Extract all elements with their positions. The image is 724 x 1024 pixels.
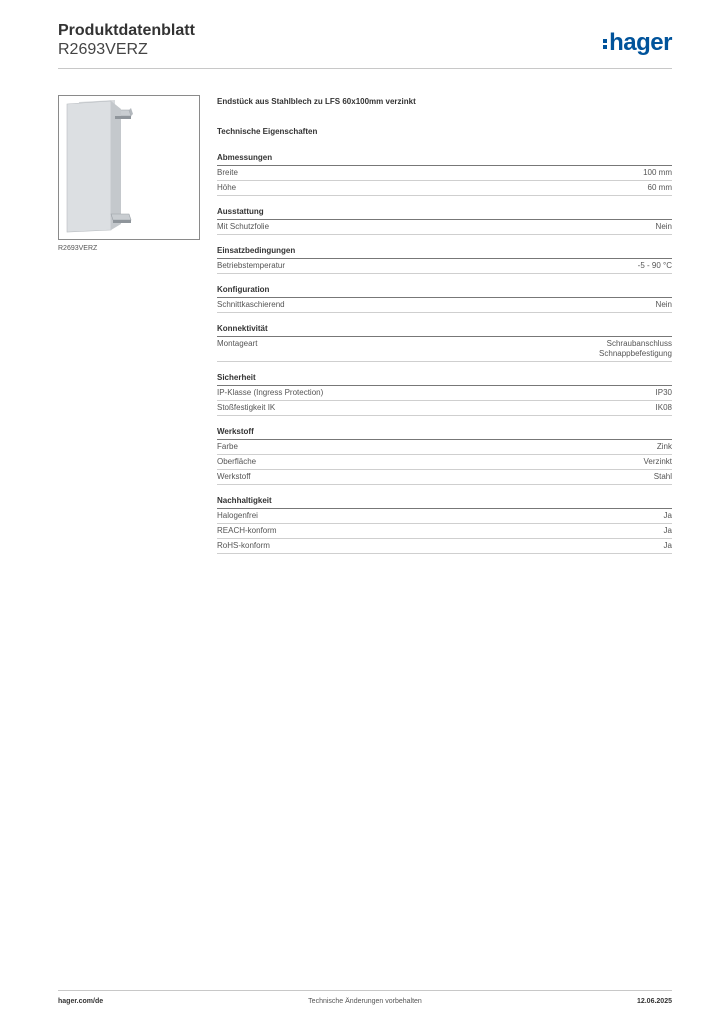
property-value-line: IP30 (655, 388, 672, 397)
section-abmessungen (217, 153, 672, 196)
property-label: RoHS-konform (217, 541, 270, 550)
section-werkstoff (217, 427, 672, 485)
section-title: Werkstoff (217, 427, 672, 440)
property-label: Montageart (217, 339, 258, 348)
footer-divider (58, 990, 672, 991)
property-value-line: Verzinkt (643, 457, 672, 466)
section-title: Konnektivität (217, 324, 672, 337)
property-value-line: Nein (655, 300, 672, 309)
property-label: Breite (217, 168, 238, 177)
property-row (217, 455, 672, 470)
property-value (657, 442, 672, 452)
property-value-line: Nein (655, 222, 672, 231)
property-label: Farbe (217, 442, 238, 451)
hager-logo (603, 29, 672, 57)
section-title: Ausstattung (217, 207, 672, 220)
property-label: Halogenfrei (217, 511, 258, 520)
property-value-line: Zink (656, 442, 672, 451)
property-row (217, 298, 672, 313)
property-label: REACH-konform (217, 526, 277, 535)
property-label: Betriebstemperatur (217, 261, 286, 270)
properties-sections (217, 153, 672, 554)
property-value (599, 339, 672, 359)
property-row (217, 470, 672, 485)
property-value (643, 168, 672, 178)
property-value-line: Ja (663, 541, 672, 550)
property-row (217, 386, 672, 401)
property-row (217, 337, 672, 362)
section-konnektivit-t (217, 324, 672, 362)
property-value (648, 183, 672, 193)
footer-date: 12.06.2025 (636, 998, 672, 1005)
property-value-line: Ja (663, 511, 672, 520)
property-value-line: Schraubanschluss (606, 339, 672, 348)
property-row (217, 509, 672, 524)
property-value (664, 526, 672, 536)
property-row (217, 259, 672, 274)
section-title: Konfiguration (217, 285, 672, 298)
property-row (217, 401, 672, 416)
property-value (656, 222, 672, 232)
product-code: R2693VERZ (58, 41, 148, 58)
property-value-line: Ja (663, 526, 672, 535)
property-value (664, 511, 672, 521)
image-caption: R2693VERZ (58, 245, 98, 252)
property-label: Mit Schutzfolie (217, 222, 270, 231)
footer-website-link[interactable]: hager.com/de (58, 998, 104, 1005)
section-title: Abmessungen (217, 153, 672, 166)
property-value (664, 541, 672, 551)
property-label: Stoßfestigkeit IK (217, 403, 276, 412)
property-value-line: 100 mm (643, 168, 672, 177)
end-piece-illustration-icon (59, 96, 201, 241)
property-label: IP-Klasse (Ingress Protection) (217, 388, 324, 397)
property-value-line: IK08 (655, 403, 672, 412)
page-header (58, 21, 672, 71)
property-value (638, 261, 672, 271)
footer-notice: Technische Änderungen vorbehalten (308, 998, 422, 1005)
property-row (217, 440, 672, 455)
section-einsatzbedingungen (217, 246, 672, 274)
property-value (656, 300, 672, 310)
document-title: Produktdatenblatt (58, 22, 195, 39)
property-value (656, 403, 672, 413)
property-row (217, 220, 672, 235)
property-value (656, 388, 672, 398)
property-value-line: 60 mm (647, 183, 672, 192)
header-divider (58, 68, 672, 69)
section-konfiguration (217, 285, 672, 313)
product-description: Endstück aus Stahlblech zu LFS 60x100mm verzinkt (217, 97, 416, 106)
property-row (217, 166, 672, 181)
property-value-line: Schnappbefestigung (599, 349, 672, 358)
section-nachhaltigkeit (217, 496, 672, 554)
property-value-line: Stahl (653, 472, 672, 481)
section-title: Nachhaltigkeit (217, 496, 672, 509)
property-value (654, 472, 672, 482)
property-row (217, 181, 672, 196)
product-details (217, 96, 672, 565)
section-sicherheit (217, 373, 672, 416)
property-label: Oberfläche (217, 457, 257, 466)
section-ausstattung (217, 207, 672, 235)
property-row (217, 524, 672, 539)
property-value (644, 457, 672, 467)
product-image (58, 95, 200, 240)
logo-text: hager (609, 29, 672, 56)
property-label: Höhe (217, 183, 237, 192)
section-title: Einsatzbedingungen (217, 246, 672, 259)
property-label: Werkstoff (217, 472, 251, 481)
property-label: Schnittkaschierend (217, 300, 285, 309)
logo-dots-icon (603, 37, 608, 51)
property-row (217, 539, 672, 554)
section-title: Sicherheit (217, 373, 672, 386)
tech-properties-title: Technische Eigenschaften (217, 127, 318, 136)
property-value-line: -5 - 90 °C (637, 261, 672, 270)
